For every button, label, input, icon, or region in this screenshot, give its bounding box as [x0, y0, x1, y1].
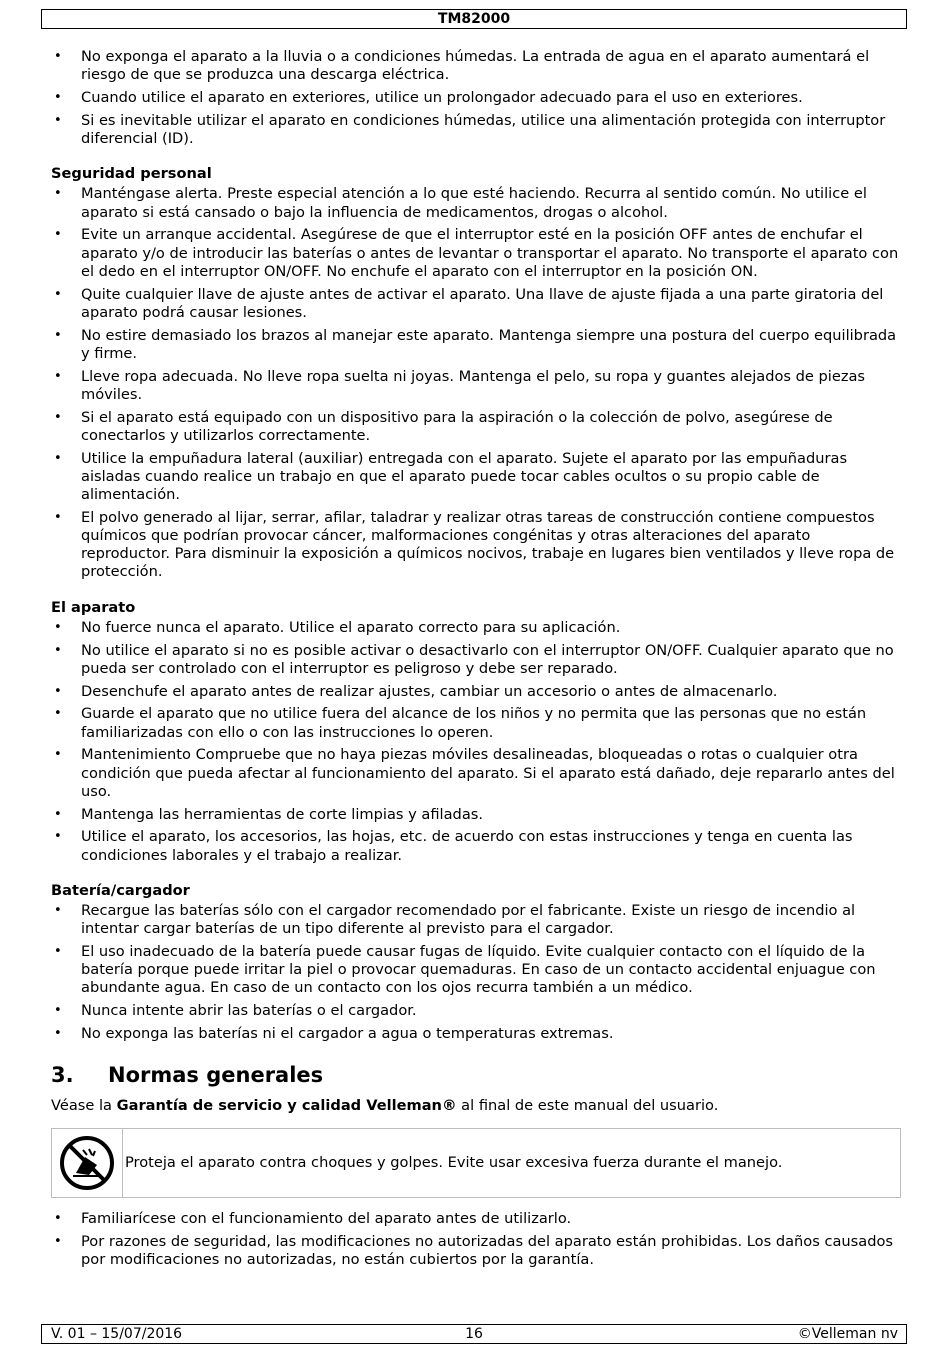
- list-item: • Desenchufe el aparato antes de realizar ajustes, cambiar un accesorio o antes de almacenarlo.: [54, 682, 778, 700]
- seguridad-bullet-list: [51, 185, 901, 581]
- list-item: • Si el aparato está equipado con un dispositivo para la aspiración o la colección de polvo, asegúrese de conectarlos y utilizarlos correctamente.: [54, 408, 833, 444]
- bullet-icon: •: [54, 227, 62, 243]
- bullet-icon: •: [54, 90, 62, 105]
- list-item: • Mantenimiento Compruebe que no haya piezas móviles desalineadas, bloqueadas o rotas o cualquier otra condición que pueda afectar al funcionamiento del aparato. Si el aparato está dañado, deje repararlo antes del uso.: [54, 746, 895, 800]
- bullet-icon: •: [54, 509, 62, 525]
- list-item: • Guarde el aparato que no utilice fuera del alcance de los niños y no permita que las personas que no están familiarizadas con ello o con las instrucciones lo operen.: [54, 705, 867, 741]
- chapter-heading: [51, 1063, 901, 1087]
- version-label: V. 01 – 15/07/2016: [51, 1326, 183, 1342]
- copyright-label: ©Velleman nv: [797, 1326, 898, 1342]
- list-item: • Manténgase alerta. Preste especial atención a lo que esté haciendo. Recurra al sentido común. No utilice el aparato si está cansado o bajo la influencia de medicamentos, drogas o alcohol.: [54, 185, 867, 221]
- notice-icon-cell: [52, 1129, 123, 1197]
- list-item: • Por razones de seguridad, las modificaciones no autorizadas del aparato están prohibidas. Los daños causados por modificaciones no autorizadas, no están cubiertos por la garantía.: [54, 1233, 893, 1269]
- bullet-icon: •: [54, 327, 62, 343]
- bullet-icon: •: [54, 806, 62, 822]
- list-item: • No fuerce nunca el aparato. Utilice el aparato correcto para su aplicación.: [54, 618, 621, 636]
- list-item: • Mantenga las herramientas de corte limpias y afiladas.: [54, 805, 483, 823]
- section-heading-seguridad: Seguridad personal: [51, 165, 212, 183]
- notice-text: Proteja el aparato contra choques y golpes. Evite usar excesiva fuerza durante el manejo.: [125, 1154, 783, 1172]
- warranty-reference: Garantía de servicio y calidad Velleman®: [116, 1097, 457, 1115]
- bullet-icon: •: [54, 1211, 62, 1227]
- bullet-icon: •: [54, 944, 62, 960]
- no-impact-icon: [59, 1135, 115, 1191]
- list-item: • El polvo generado al lijar, serrar, afilar, taladrar y realizar otras tareas de construcción contiene compuestos químicos que podrían provocar cáncer, malformaciones congénitas y otras alteraciones del aparato reproductor. Para disminuir la exposición a químicos nocivos, trabaje en lugares bien ventilados y lleve ropa de protección.: [54, 508, 895, 581]
- bullet-icon: •: [54, 450, 62, 466]
- section-heading-aparato: El aparato: [51, 598, 136, 616]
- intro-bullet-list: [51, 48, 901, 148]
- general-bullet-list: [51, 1210, 901, 1269]
- bullet-icon: •: [54, 683, 62, 699]
- bullet-icon: •: [54, 112, 62, 128]
- header-title: TM82000: [437, 11, 511, 27]
- list-item: • Utilice la empuñadura lateral (auxiliar) entregada con el aparato. Sujete el aparato por las empuñaduras aisladas cuando realice un trabajo en que el aparato puede tocar cables ocultos o su propio cable de alimentación.: [54, 449, 848, 504]
- bullet-icon: •: [54, 829, 62, 845]
- list-item: • No exponga las baterías ni el cargador a agua o temperaturas extremas.: [54, 1025, 614, 1043]
- bullet-icon: •: [54, 1234, 62, 1250]
- page-number: 16: [465, 1326, 483, 1342]
- list-item: • Evite un arranque accidental. Asegúrese de que el interruptor esté en la posición OFF antes de enchufar el aparato y/o de introducir las baterías o antes de levantar o transportar el aparato. No transporte el aparato con el dedo en el interruptor ON/OFF. No enchufe el aparato con el interruptor en la posición ON.: [54, 226, 899, 280]
- bullet-icon: •: [54, 706, 62, 722]
- list-item: • Lleve ropa adecuada. No lleve ropa suelta ni joyas. Mantenga el pelo, su ropa y guantes alejados de piezas móviles.: [54, 367, 866, 403]
- list-item: • Si es inevitable utilizar el aparato en condiciones húmedas, utilice una alimentación protegida con interruptor diferencial (ID).: [54, 111, 886, 147]
- list-item: • Nunca intente abrir las baterías o el cargador.: [54, 1002, 417, 1020]
- list-item: • Cuando utilice el aparato en exteriores, utilice un prolongador adecuado para el uso en exteriores.: [54, 89, 803, 106]
- list-item: • Utilice el aparato, los accesorios, las hojas, etc. de acuerdo con estas instrucciones y tenga en cuenta las condiciones laborales y el trabajo a realizar.: [54, 828, 853, 864]
- aparato-bullet-list: [51, 619, 901, 865]
- bullet-icon: •: [54, 49, 62, 64]
- bullet-icon: •: [54, 409, 62, 425]
- page-content: [51, 48, 901, 1274]
- bullet-icon: •: [54, 1003, 62, 1019]
- list-item: • No estire demasiado los brazos al manejar este aparato. Mantenga siempre una postura del cuerpo equilibrada y firme.: [54, 326, 897, 362]
- list-item: • Quite cualquier llave de ajuste antes de activar el aparato. Una llave de ajuste fijada a una parte giratoria del aparato podrá causar lesiones.: [54, 285, 884, 321]
- notice-box: [51, 1128, 901, 1198]
- bullet-icon: •: [54, 747, 62, 763]
- bullet-icon: •: [54, 619, 62, 635]
- bullet-icon: •: [54, 903, 62, 919]
- bullet-icon: •: [54, 286, 62, 302]
- list-item: • Familiarícese con el funcionamiento del aparato antes de utilizarlo.: [54, 1210, 572, 1228]
- page-footer: [41, 1324, 907, 1344]
- chapter-intro: Véase la Garantía de servicio y calidad Velleman® al final de este manual del usuario.: [51, 1097, 719, 1115]
- list-item: • El uso inadecuado de la batería puede causar fugas de líquido. Evite cualquier contacto con el líquido de la batería porque puede irritar la piel o provocar quemaduras. En caso de un contacto accidental enjuague con abundante agua. En caso de un contacto con los ojos recurra también a un médico.: [54, 943, 876, 997]
- bullet-icon: •: [54, 186, 62, 202]
- list-item: • No utilice el aparato si no es posible activar o desactivarlo con el interruptor ON/OFF. Cualquier aparato que no pueda ser controlado con el interruptor es peligroso y debe ser reparado.: [54, 641, 894, 677]
- chapter-number: 3.: [51, 1063, 74, 1088]
- bullet-icon: •: [54, 642, 62, 658]
- list-item: • No exponga el aparato a la lluvia o a condiciones húmedas. La entrada de agua en el aparato aumentará el riesgo de que se produzca una descarga eléctrica.: [54, 48, 870, 84]
- page-header: [41, 9, 907, 29]
- bateria-bullet-list: [51, 902, 901, 1043]
- bullet-icon: •: [54, 368, 62, 384]
- bullet-icon: •: [54, 1026, 62, 1042]
- chapter-title: Normas generales: [108, 1063, 324, 1088]
- section-heading-bateria: Batería/cargador: [51, 881, 190, 899]
- list-item: • Recargue las baterías sólo con el cargador recomendado por el fabricante. Existe un riesgo de incendio al intentar cargar baterías de un tipo diferente al previsto para el cargador.: [54, 902, 856, 938]
